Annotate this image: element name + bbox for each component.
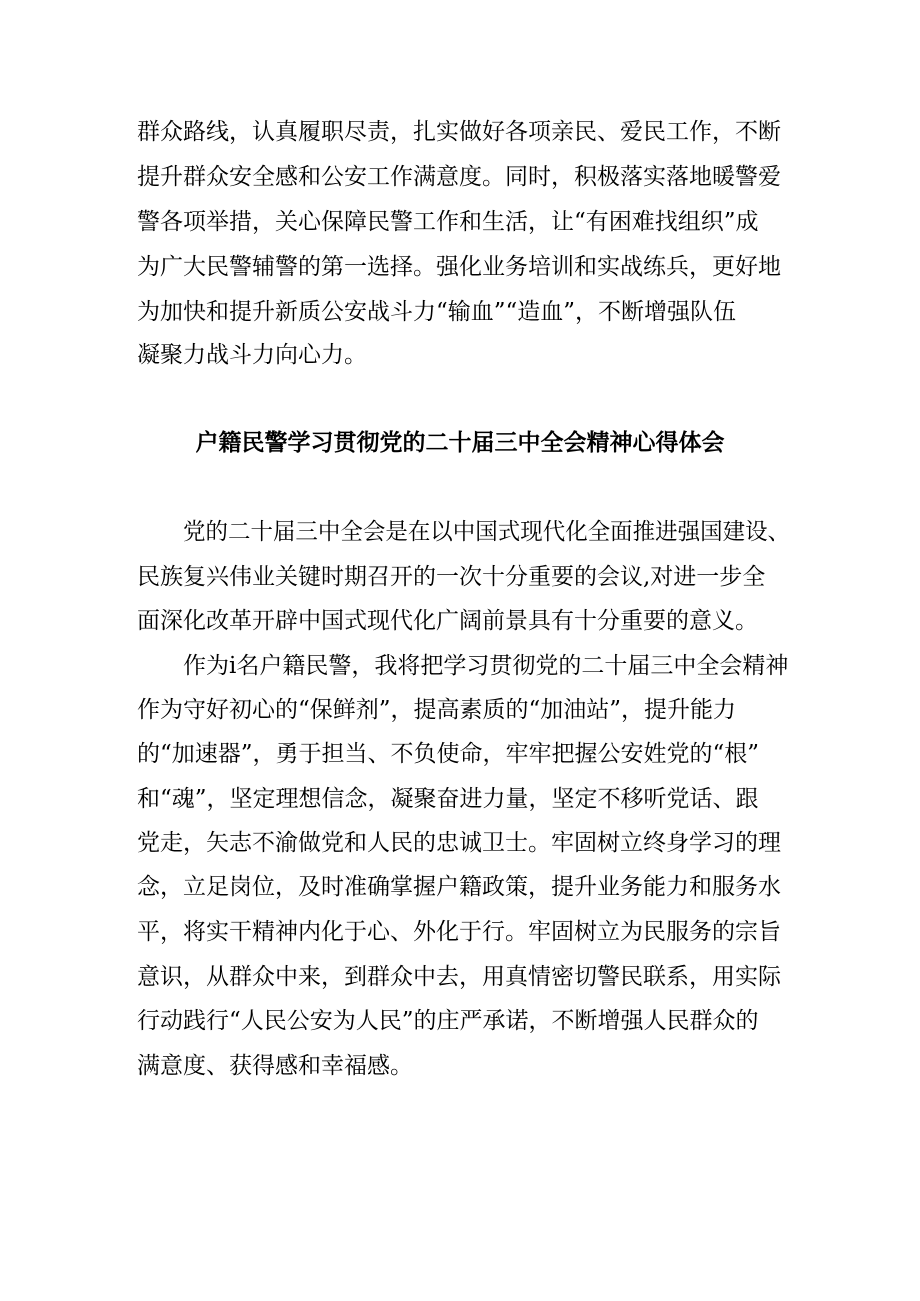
body-line: 作为i名户籍民警，我将把学习贯彻党的二十届三中全会精神 (183, 653, 789, 679)
body-line: 作为守好初心的“保鲜剂”，提高素质的“加油站”，提升能力 (137, 697, 737, 723)
body-line: 的“加速器”，勇于担当、不负使命，牢牢把握公安姓党的“根” (137, 741, 760, 767)
body-line: 行动践行“人民公安为人民”的庄严承诺，不断增强人民群众的 (137, 1008, 759, 1034)
body-line: 为广大民警辅警的第一选择。强化业务培训和实战练兵，更好地 (137, 254, 781, 280)
body-line: 满意度、获得感和幸福感。 (137, 1053, 413, 1079)
body-line: 提升群众安全感和公安工作满意度。同时，积极落实落地暖警爱 (137, 164, 781, 190)
body-line: 警各项举措，关心保障民警工作和生活，让“有困难找组织”成 (137, 209, 759, 235)
body-line: 党走，矢志不渝做党和人民的忠诚卫士。牢固树立终身学习的理 (137, 830, 781, 856)
body-line: 平，将实干精神内化于心、外化于行。牢固树立为民服务的宗旨 (137, 919, 781, 945)
body-line: 面深化改革开辟中国式现代化广阔前景具有十分重要的意义。 (137, 608, 758, 634)
body-line: 念，立足岗位，及时准确掌握户籍政策，提升业务能力和服务水 (137, 874, 781, 900)
section-title: 户籍民警学习贯彻党的二十届三中全会精神心得体会 (195, 430, 725, 456)
body-line: 和“魂”，坚定理想信念，凝聚奋进力量，坚定不移听党话、跟 (137, 786, 759, 812)
body-line: 民族复兴伟业关键时期召开的一次十分重要的会议,对进一步全 (137, 564, 766, 590)
body-line: 党的二十届三中全会是在以中国式现代化全面推进强国建设、 (183, 519, 791, 545)
body-line: 为加快和提升新质公安战斗力“输血”“造血”，不断增强队伍 (137, 299, 737, 325)
body-line: 群众路线，认真履职尽责，扎实做好各项亲民、爱民工作，不断 (137, 119, 781, 145)
body-line: 意识，从群众中来，到群众中去，用真情密切警民联系，用实际 (137, 964, 781, 990)
body-line: 凝聚力战斗力向心力。 (137, 342, 367, 368)
